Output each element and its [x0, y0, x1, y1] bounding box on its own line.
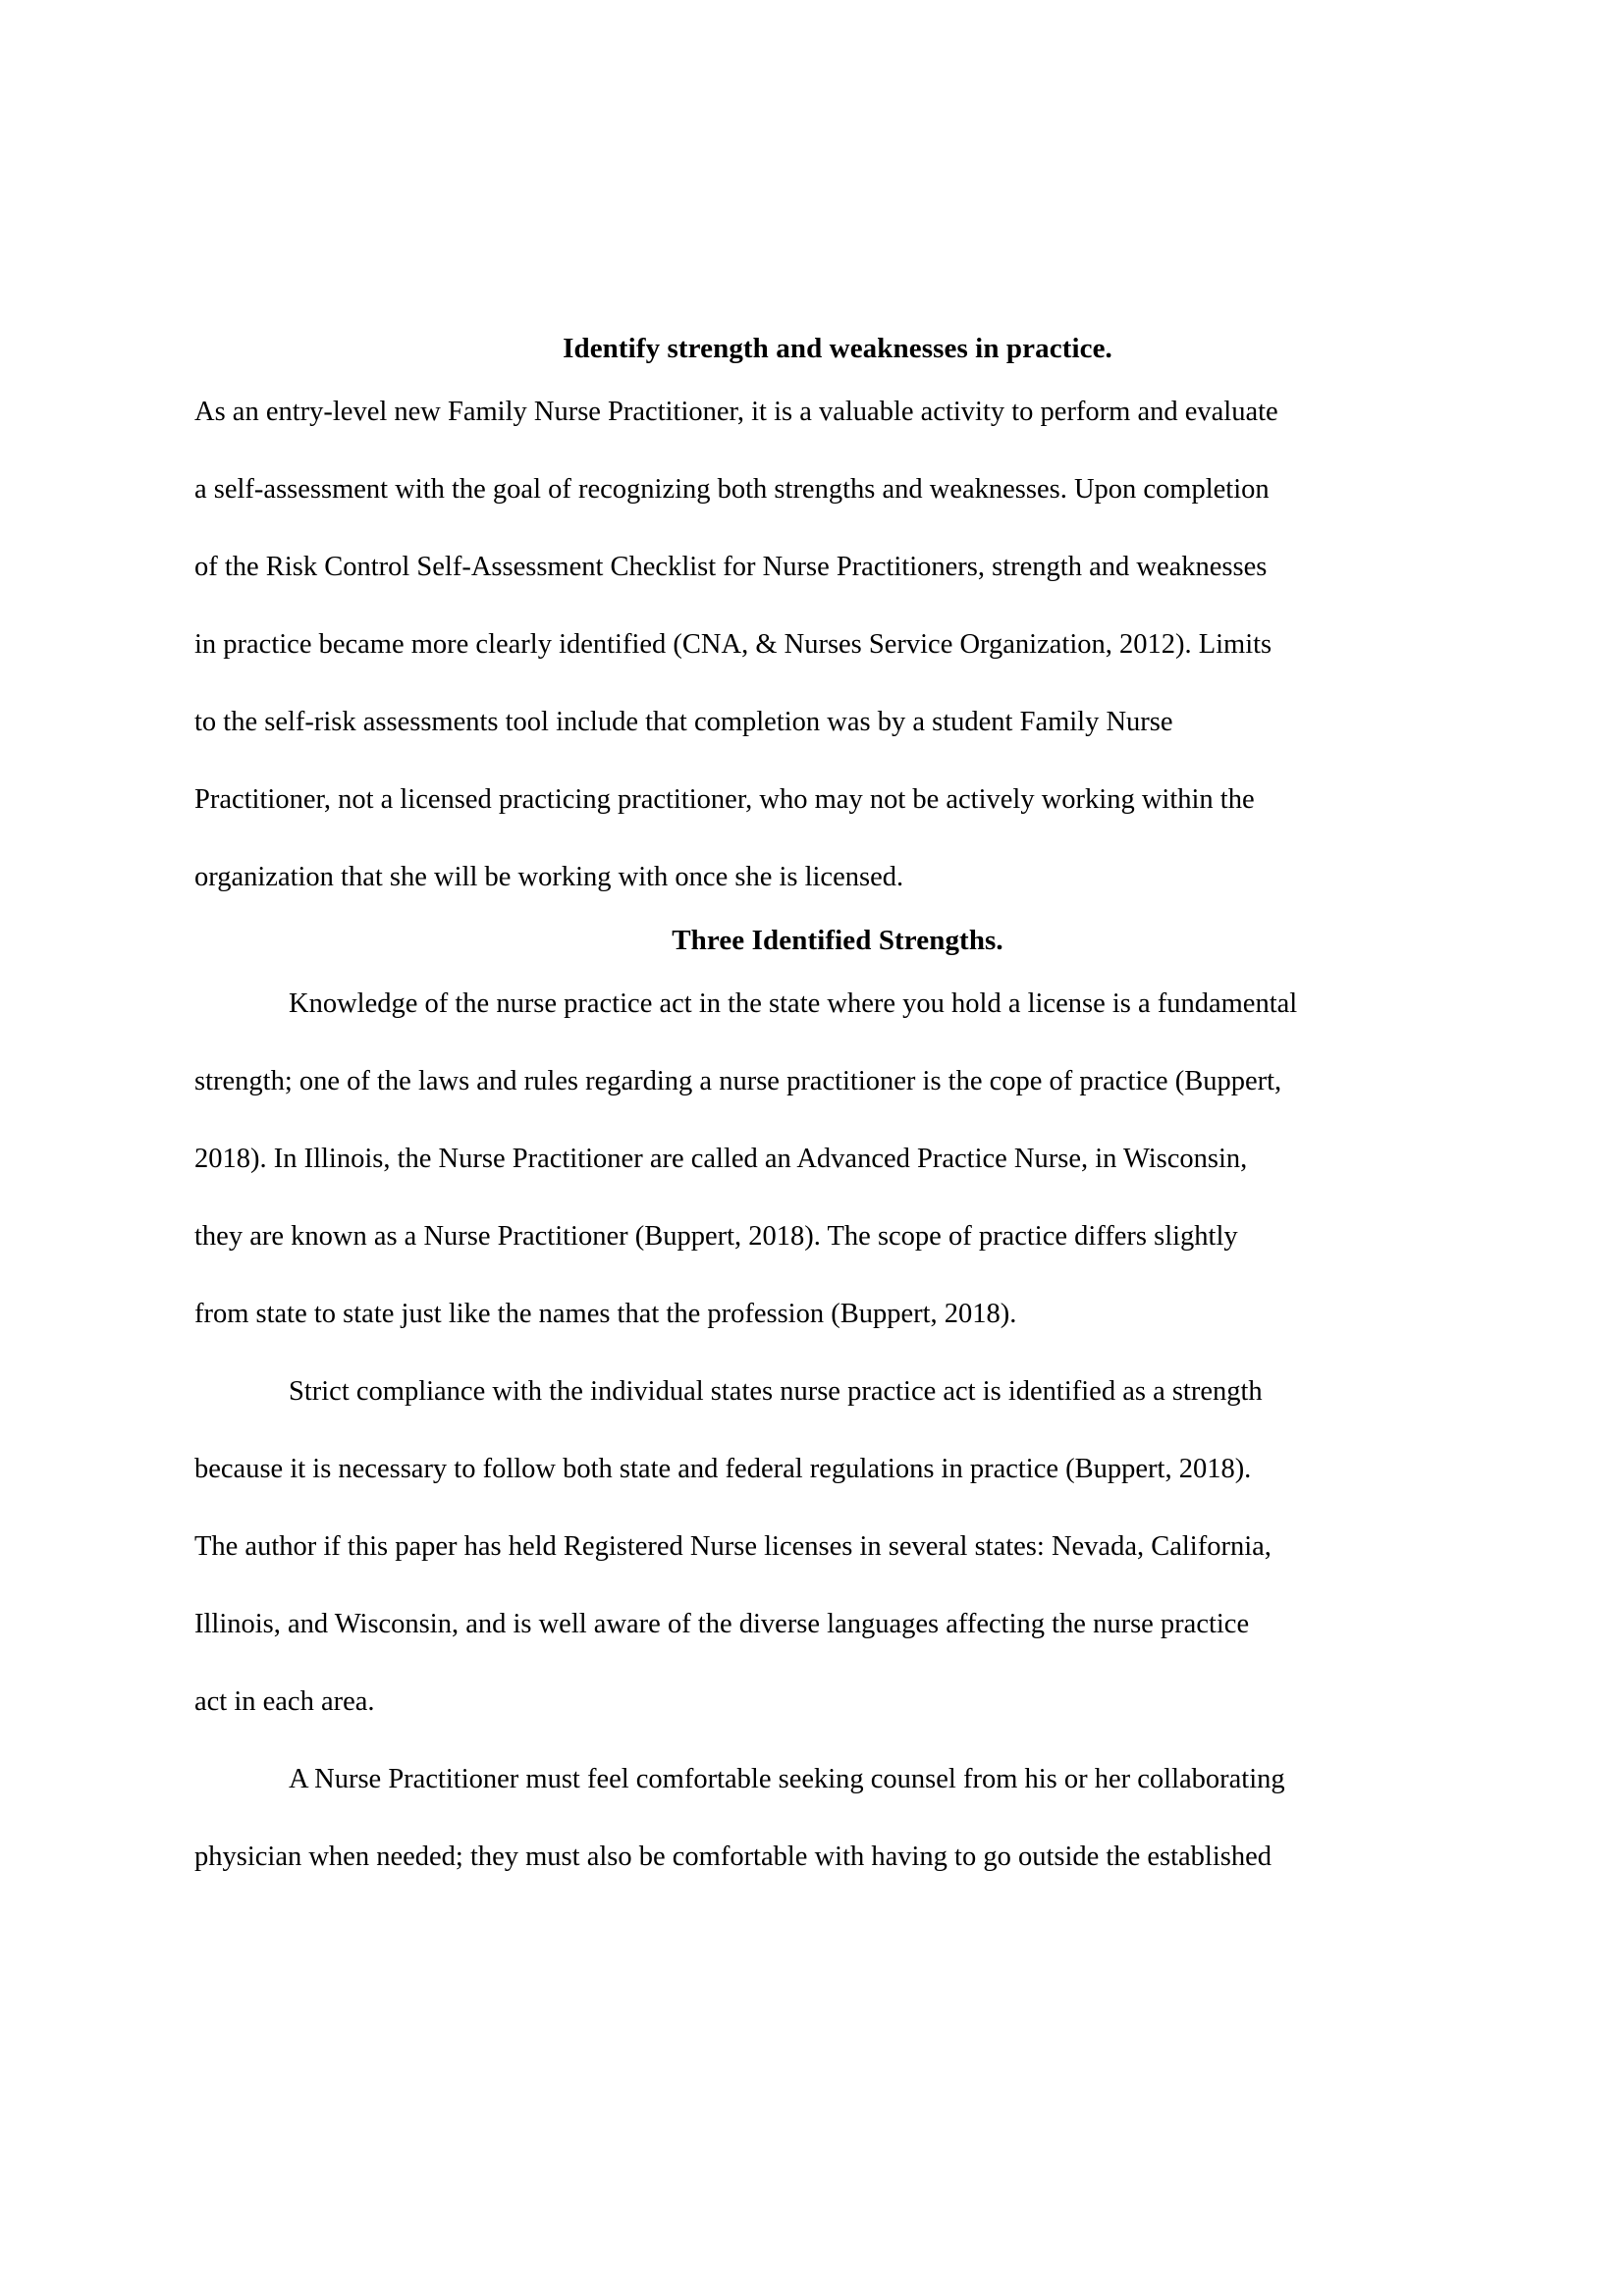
- text-line: strength; one of the laws and rules regarding a nurse practitioner is the cope of practice (Buppert,: [194, 1066, 1282, 1096]
- text-line: A Nurse Practitioner must feel comfortable seeking counsel from his or her collaborating: [289, 1764, 1285, 1794]
- page-title: Identify strength and weaknesses in practice.: [563, 333, 1112, 364]
- paragraph-counsel: [194, 1740, 1481, 1896]
- text-line: organization that she will be working with once she is licensed.: [194, 862, 904, 892]
- text-line: from state to state just like the names that the profession (Buppert, 2018).: [194, 1299, 1017, 1329]
- text-line: Knowledge of the nurse practice act in the state where you hold a license is a fundamental: [289, 988, 1298, 1019]
- text-line: Strict compliance with the individual states nurse practice act is identified as a strength: [289, 1376, 1263, 1407]
- text-line: because it is necessary to follow both state and federal regulations in practice (Buppert, 2018).: [194, 1454, 1252, 1484]
- paragraph-compliance: [194, 1353, 1481, 1740]
- text-line: act in each area.: [194, 1686, 375, 1717]
- page-content: [194, 324, 1481, 1896]
- text-line: in practice became more clearly identified (CNA, & Nurses Service Organization, 2012). Limits: [194, 629, 1272, 660]
- text-line: Practitioner, not a licensed practicing practitioner, who may not be actively working within the: [194, 784, 1255, 815]
- text-line: Illinois, and Wisconsin, and is well aware of the diverse languages affecting the nurse practice: [194, 1609, 1250, 1639]
- text-line: a self-assessment with the goal of recognizing both strengths and weaknesses. Upon completion: [194, 474, 1270, 505]
- text-line: The author if this paper has held Registered Nurse licenses in several states: Nevada, California,: [194, 1531, 1272, 1562]
- text-line: physician when needed; they must also be comfortable with having to go outside the established: [194, 1842, 1272, 1872]
- text-line: to the self-risk assessments tool include that completion was by a student Family Nurse: [194, 707, 1173, 737]
- text-line: of the Risk Control Self-Assessment Checklist for Nurse Practitioners, strength and weaknesses: [194, 552, 1268, 582]
- paragraph-knowledge: [194, 965, 1481, 1353]
- text-line: 2018). In Illinois, the Nurse Practitioner are called an Advanced Practice Nurse, in Wisconsin,: [194, 1144, 1248, 1174]
- section-heading-three-identified-strengths: Three Identified Strengths.: [672, 925, 1003, 956]
- text-line: As an entry-level new Family Nurse Practitioner, it is a valuable activity to perform and evaluate: [194, 397, 1278, 427]
- text-line: they are known as a Nurse Practitioner (Buppert, 2018). The scope of practice differs slightly: [194, 1221, 1238, 1252]
- paragraph-intro: [194, 373, 1481, 916]
